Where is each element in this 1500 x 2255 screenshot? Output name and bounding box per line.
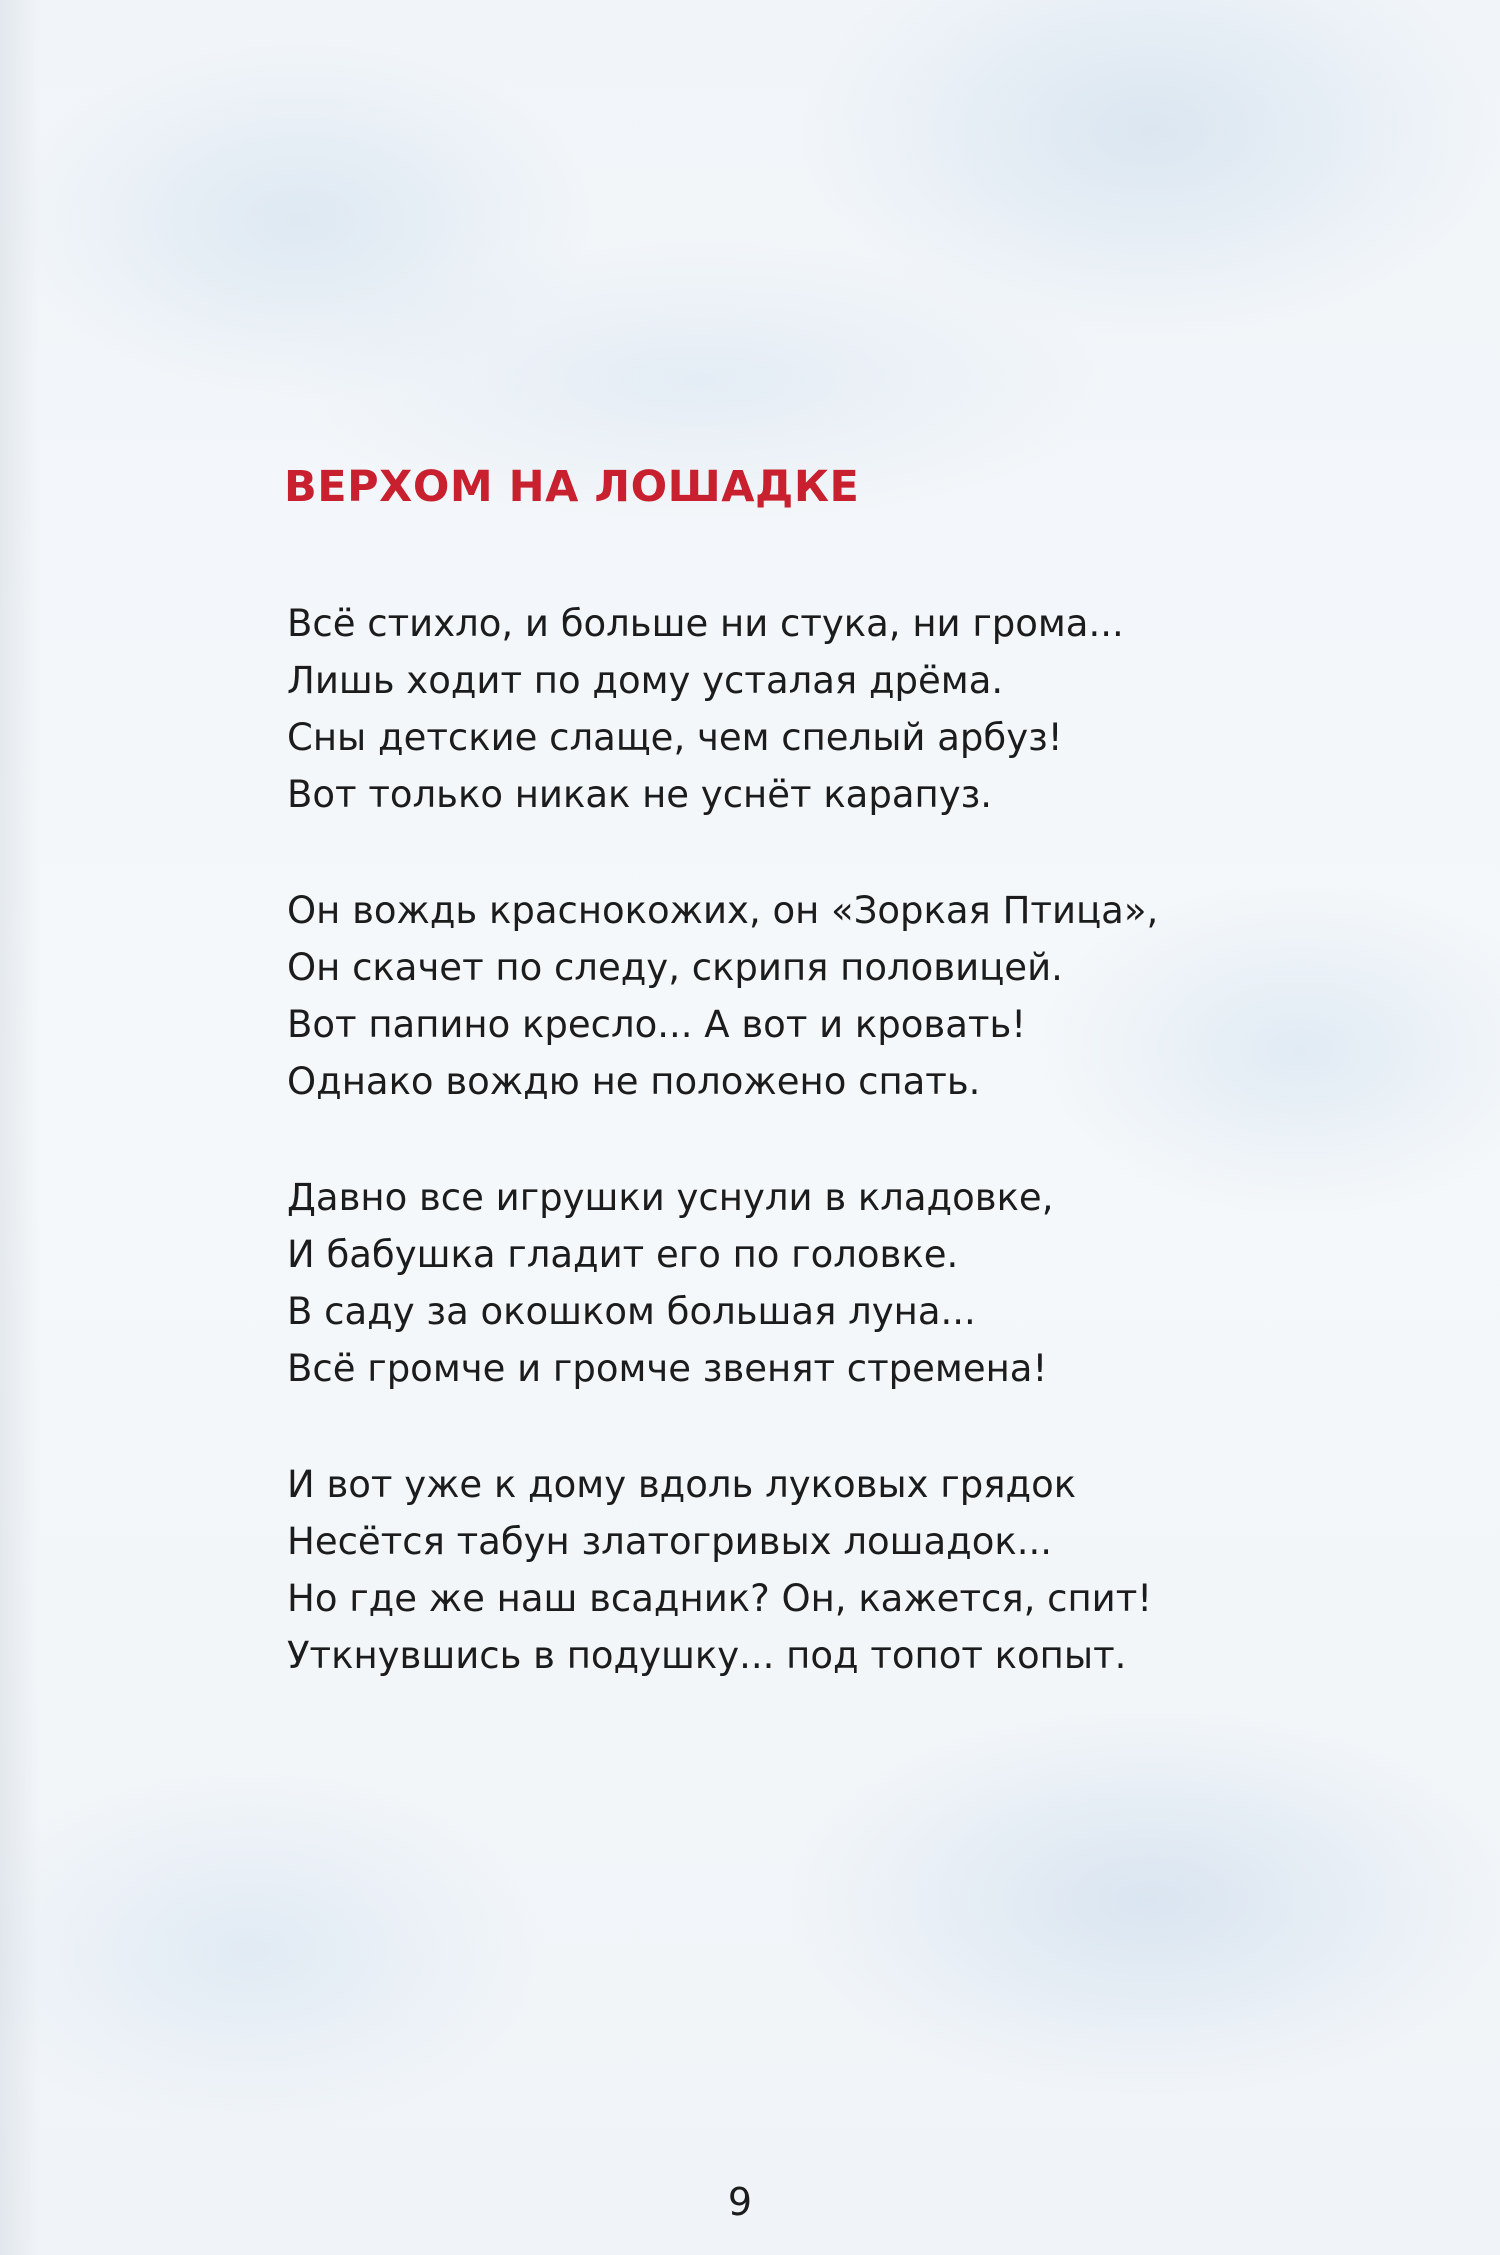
poem-line: Однако вождю не положено спать. bbox=[287, 1060, 981, 1103]
poem-line: Он скачет по следу, скрипя половицей. bbox=[287, 946, 1063, 989]
poem-line: Вот папино кресло... А вот и кровать! bbox=[287, 1003, 1027, 1046]
stanza-1 bbox=[287, 595, 1287, 823]
poem-line: Он вождь краснокожих, он «Зоркая Птица», bbox=[287, 889, 1159, 932]
page-number: 9 bbox=[727, 2180, 753, 2224]
poem-line: Но где же наш всадник? Он, кажется, спит! bbox=[287, 1577, 1153, 1620]
stanza-4 bbox=[287, 1456, 1287, 1684]
poem-line: Давно все игрушки уснули в кладовке, bbox=[287, 1176, 1054, 1219]
stanza-2 bbox=[287, 882, 1287, 1110]
poem-line: В саду за окошком большая луна... bbox=[287, 1290, 976, 1333]
poem-line: И бабушка гладит его по головке. bbox=[287, 1233, 959, 1276]
poem-line: Несётся табун златогривых лошадок... bbox=[287, 1520, 1053, 1563]
poem-line: Всё громче и громче звенят стремена! bbox=[287, 1347, 1048, 1390]
poem-line: И вот уже к дому вдоль луковых грядок bbox=[287, 1463, 1077, 1506]
poem-title: ВЕРХОМ НА ЛОШАДКЕ bbox=[284, 462, 860, 512]
stanza-3 bbox=[287, 1169, 1287, 1397]
poem-line: Вот только никак не уснёт карапуз. bbox=[287, 773, 993, 816]
poem-line: Сны детские слаще, чем спелый арбуз! bbox=[287, 716, 1063, 759]
poem-body bbox=[287, 595, 1287, 1743]
poem-line: Уткнувшись в подушку... под топот копыт. bbox=[287, 1634, 1127, 1677]
poem-line: Всё стихло, и больше ни стука, ни грома... bbox=[287, 602, 1124, 645]
poem-line: Лишь ходит по дому усталая дрёма. bbox=[287, 659, 1004, 702]
